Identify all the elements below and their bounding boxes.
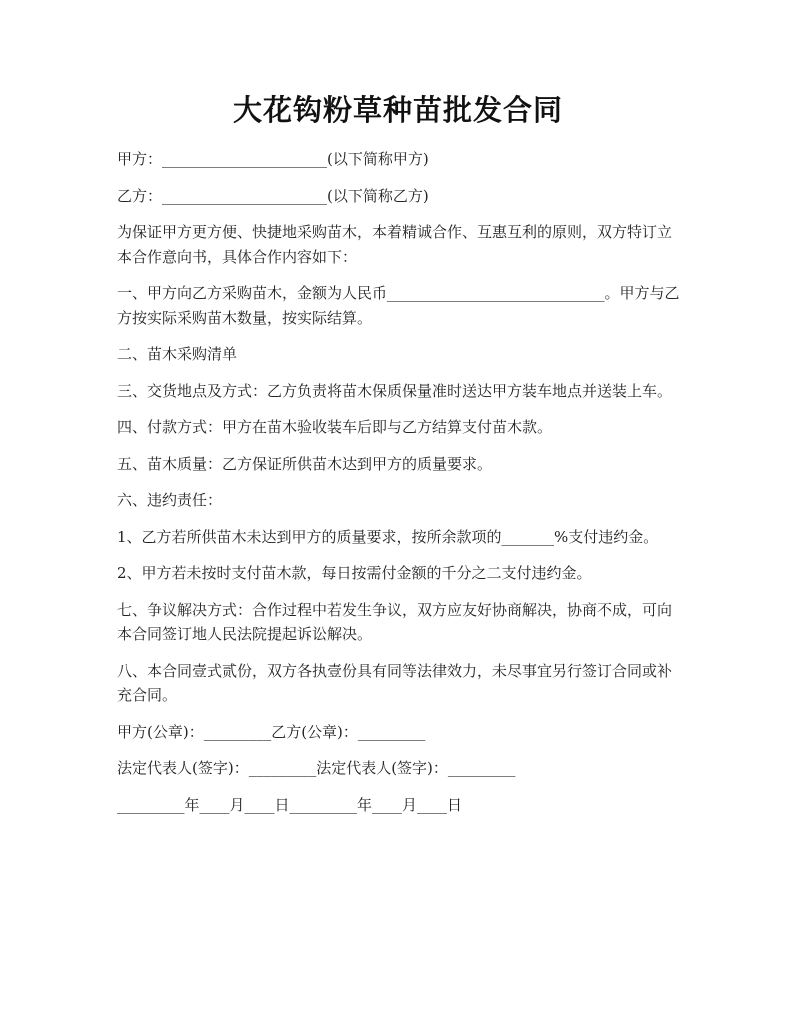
document-title: 大花钩粉草种苗批发合同	[232, 93, 563, 127]
liability-item-1: 1、乙方若所供苗木未达到甲方的质量要求，按所余款项的_______%支付违约金。	[117, 527, 659, 546]
party-a-line: 甲方：______________________(以下简称甲方)	[117, 150, 429, 168]
clause-7-dispute: 七、争议解决方式：合作过程中若发生争议，双方应友好协商解决，协商不成，可向本合同签订地人民法院提起诉讼解决。	[117, 600, 673, 643]
signature-line: 法定代表人(签字)：_________法定代表人(签字)：_________	[117, 759, 516, 777]
seal-line: 甲方(公章)：_________乙方(公章)：_________	[117, 722, 426, 741]
preamble-paragraph: 为保证甲方更方便、快捷地采购苗木，本着精诚合作、互惠互利的原则，双方特订立本合作意向书，具体合作内容如下：	[117, 223, 673, 266]
party-b-line: 乙方：______________________(以下简称乙方)	[117, 186, 429, 205]
clause-5-quality: 五、苗木质量：乙方保证所供苗木达到甲方的质量要求。	[117, 454, 493, 473]
clause-2-list: 二、苗木采购清单	[117, 345, 238, 363]
liability-item-2: 2、甲方若未按时支付苗木款，每日按需付金额的千分之二支付违约金。	[117, 564, 592, 582]
clause-3-delivery: 三、交货地点及方式：乙方负责将苗木保质保量准时送达甲方装车地点并送装上车。	[117, 381, 673, 400]
clause-6-liability: 六、违约责任：	[117, 491, 223, 509]
clause-1-amount: 一、甲方向乙方采购苗木，金额为人民币_____________________________。甲方与乙方按实际采购苗木数量，按实际结算。	[117, 284, 680, 327]
contract-body	[117, 147, 685, 829]
clause-4-payment: 四、付款方式：甲方在苗木验收装车后即与乙方结算支付苗木款。	[117, 418, 553, 436]
date-line: _________年____月____日_________年____月____日	[117, 795, 463, 814]
clause-8-copies: 八、本合同壹式贰份，双方各执壹份具有同等法律效力，未尽事宜另行签订合同或补充合同。	[117, 661, 673, 704]
